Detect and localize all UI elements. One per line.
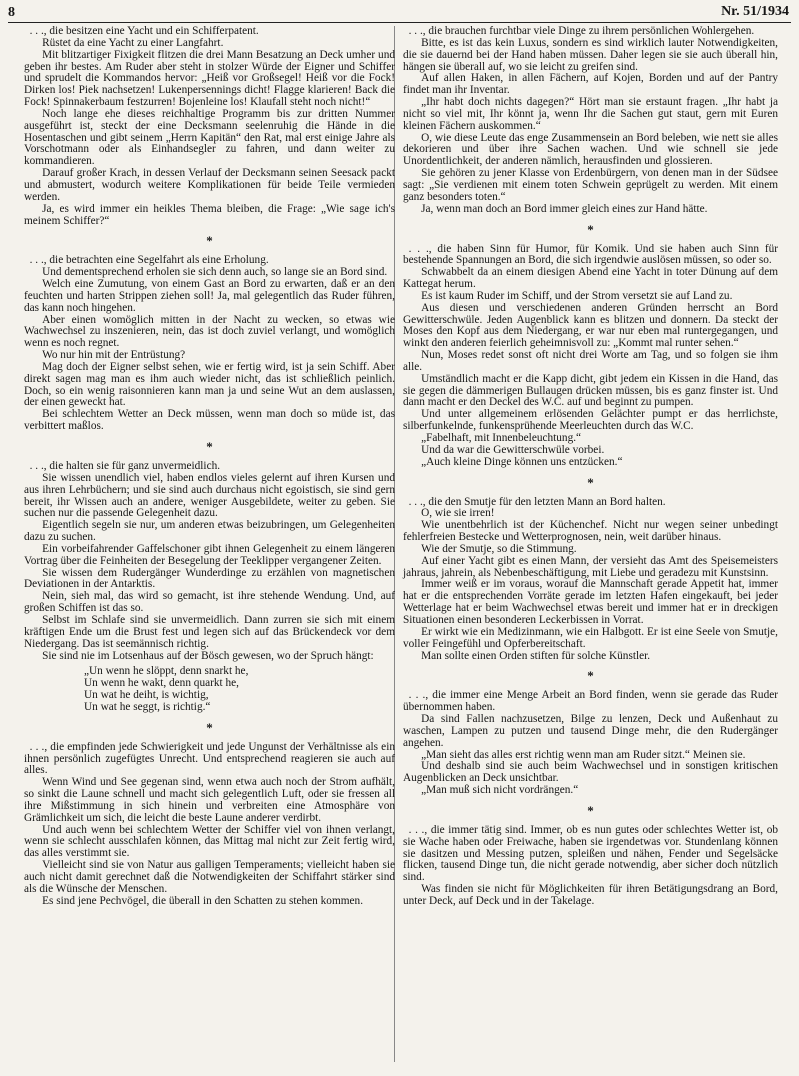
paragraph: Was finden sie nicht für Möglichkeiten für ihren Betätigungsdrang an Bord, unter Deck, auf Deck und in der Takelage.	[403, 883, 778, 907]
paragraph: Wie der Smutje, so die Stimmung.	[421, 542, 577, 555]
paragraph: Rüstet da eine Yacht zu einer Langfahrt.	[42, 36, 224, 49]
paragraph: Vielleicht sind sie von Natur aus galligen Temperaments; vielleicht haben sie auch nicht damit gerechnet daß die Notwendigkeiten der Schiffahrt stärker sind als die Wünsche der Menschen.	[24, 859, 395, 895]
paragraph: Wo nur hin mit der Entrüstung?	[42, 349, 186, 362]
article-section	[24, 461, 395, 714]
paragraph: „Ihr habt doch nichts dagegen?“ Hört man sie erstaunt fragen. „Ihr habt ja nicht so viel mit, Ihr könnt ja, wenn Ihr die Sachen gut staut, gern mit Euren kleinen Fächern auskommen.“	[403, 96, 778, 132]
paragraph: Nein, sieh mal, das wird so gemacht, ist ihre stehende Wendung. Und, auf großen Schiffen ist das so.	[24, 590, 395, 615]
paragraph: Aus diesen und verschiedenen anderen Gründen herrscht an Bord Gewitterschwüle. Jeden Augenblick kann es blitzen und donnern. Da steckt der Moses den Kopf aus dem Niedergang, er war nur eben mal runtergegangen, und winkt den anderen feierlich geheimnisvoll zu: „Kommt mal runter sehen.“	[403, 301, 778, 350]
paragraph: Welch eine Zumutung, von einem Gast an Bord zu erwarten, daß er an den feuchten und harten Strippen ziehen soll! Ja, mal gelegentlich das Ruder führen, das kann noch hingehen.	[24, 278, 395, 314]
section-separator: *	[587, 221, 594, 237]
paragraph: Und da war die Gewitterschwüle vorbei.	[421, 443, 605, 456]
paragraph: Mag doch der Eigner selbst sehen, wie er fertig wird, ist ja sein Schiff. Aber direkt sagen mag man es ihm auch wieder nicht, das ist schließlich peinlich. Doch, so ein wenig raisonnieren kann man ja und seine Wut an dem auslassen, der einen geweckt hat.	[24, 360, 395, 409]
paragraph: Mit blitzartiger Fixigkeit flitzen die drei Mann Besatzung an Deck umher und geben ihr bestes. Am Ruder aber steht in stolzer Würde der Eigner und Schiffer und sprudelt die Kommandos hervor: „Heiß vor Großsegel! Heiß vor die Fock! Dirken los! Piek nachsetzen! Lukenpersennings dicht! Flagge klarieren! Back die Fock! Spinnakerbaum festzurren! Bojenleine los! Klaufall steht noch nicht!“	[24, 48, 395, 109]
article-section	[403, 244, 778, 469]
verse-line: „Un wenn he slöppt, denn snarkt he,	[84, 665, 249, 678]
section-lead: . . ., die halten sie für ganz unvermeidlich.	[29, 460, 221, 472]
paragraph: Immer weiß er im voraus, worauf die Mannschaft gerade Appetit hat, immer hat er die entsprechenden Vorräte gerade im letzten Hafen eingekauft, bei jeder Wetterlage hat er beim Wachwechsel etwas bereit und immer hat er in dreckigen Situationen einen besonderen Leckerbissen in Vorrat.	[403, 578, 778, 626]
section-lead: . . ., die den Smutje für den letzten Mann an Bord halten.	[408, 495, 666, 508]
page-number: 8	[8, 5, 15, 20]
section-lead: . . ., die besitzen eine Yacht und ein Schifferpatent.	[29, 25, 259, 37]
paragraph: Ja, es wird immer ein heikles Thema bleiben, die Frage: „Wie sage ich's meinem Schiffer?“	[24, 202, 395, 227]
paragraph: Es sind jene Pechvögel, die überall in den Schatten zu stehen kommen.	[42, 894, 364, 907]
section-lead: . . ., die brauchen furchtbar viele Dinge zu ihrem persönlichen Wohlergehen.	[408, 25, 755, 37]
paragraph: Man sollte einen Orden stiften für solche Künstler.	[421, 649, 651, 662]
paragraph: Sie wissen unendlich viel, haben endlos vieles gelernt auf ihren Kursen und aus ihren Lehrbüchern; und sie sind auch durchaus nicht egoistisch, sie sind gern bereit, ihr Wissen auch an andere, weniger Ausgebildete, weiter zu geben. Sie suchen nur die passende Gelegenheit dazu.	[24, 471, 395, 520]
section-lead: . . ., die empfinden jede Schwierigkeit und jede Ungunst der Verhältnisse als ein ihnen persönlich zugefügtes Unrecht. Und entsprechend reagieren sie auch auf alles.	[24, 740, 395, 777]
section-separator: *	[587, 802, 594, 818]
paragraph: Ein vorbeifahrender Gaffelschoner gibt ihnen Gelegenheit zu einem längeren Vortrag über die Feinheiten der Besegelung der Teeklipper vergangener Zeiten.	[24, 542, 395, 567]
article-section	[24, 255, 395, 433]
paragraph: Sie gehören zu jener Klasse von Erdenbürgern, von denen man in der Südsee sagt: „Sie verdienen mit einem toten Schwein geprügelt zu werden. Mit einem ganz besonders toten.“	[403, 167, 778, 203]
paragraph: Wie unentbehrlich ist der Küchenchef. Nicht nur wegen seiner unbedingt fehlerfreien Bestecke und Wetterprognosen, nein, weit darüber hinaus.	[403, 519, 778, 544]
right-column	[403, 26, 778, 908]
verse-block	[84, 666, 395, 713]
paragraph: Bei schlechtem Wetter an Deck müssen, wenn man doch so müde ist, das verbittert maßlos.	[24, 408, 395, 433]
section-separator: *	[206, 719, 213, 735]
paragraph: Sie wissen dem Rudergänger Wunderdinge zu erzählen von magnetischen Deviationen in der Antarktis.	[24, 566, 395, 591]
paragraph: „Man muß sich nicht vordrängen.“	[421, 784, 579, 797]
section-separator: *	[587, 474, 594, 490]
article-section	[403, 26, 778, 216]
paragraph: „Fabelhaft, mit Innenbeleuchtung.“	[421, 432, 582, 444]
article-section	[24, 742, 395, 908]
paragraph: O, wie diese Leute das enge Zusammensein an Bord beleben, wie nett sie alles dekorieren und über ihre Sachen wachen. Und wie schnell sie jede Unordentlichkeit, der anderen nämlich, herausfinden und glossieren.	[403, 131, 778, 168]
article-section	[24, 26, 395, 227]
paragraph: Wenn Wind und See gegenan sind, wenn etwa auch noch der Strom aufhält, so sinkt die Laune schnell und macht sich gelegentlich Luft, oder sie fressen all ihre Mißstimmung in sich hinein und verbreiten eine Atmosphäre von Grämlichkeit um sich, die leicht die beste Laune anderer verdirbt.	[24, 776, 395, 824]
paragraph: „Auch kleine Dinge können uns entzücken.“	[421, 455, 623, 468]
verse-line: Un wat he deiht, is wichtig,	[84, 689, 209, 702]
paragraph: „Man sieht das alles erst richtig wenn man am Ruder sitzt.“ Meinen sie.	[421, 748, 746, 761]
issue-number: Nr. 51/1934	[721, 4, 789, 19]
section-separator: *	[206, 439, 213, 454]
paragraph: Bitte, es ist das kein Luxus, sondern es sind wirklich lauter Notwendigkeiten, die sie dauernd bei der Hand haben müssen. Daher legen sie sie auch überall hin, hängen sie überall auf, wo sie leicht zu greifen sind.	[403, 36, 778, 73]
paragraph: Und dementsprechend erholen sie sich denn auch, so lange sie an Bord sind.	[42, 266, 388, 279]
paragraph: Darauf großer Krach, in dessen Verlauf der Decksmann seinen Seesack packt und abmustert, wodurch weitere Komplikationen für beide Teile vermieden werden.	[24, 167, 395, 203]
paragraph: Eigentlich segeln sie nur, um anderen etwas beizubringen, um Gelegenheiten dazu zu suchen.	[24, 519, 395, 544]
paragraph: Und auch wenn bei schlechtem Wetter der Schiffer viel von ihnen verlangt, wenn sie schlecht ausschlafen können, das Mittag mal nicht zur Zeit fertig wird, das alles verstimmt sie.	[24, 823, 395, 860]
paragraph: Selbst im Schlafe sind sie unvermeidlich. Dann zurren sie sich mit einem kräftigen Ende um die Brust fest und legen sich auf das Brückendeck vor dem Niedergang. Das ist seemännisch richtig.	[24, 613, 395, 650]
paragraph: Noch lange ehe dieses reichhaltige Programm bis zur dritten Nummer ausgeführt ist, steckt der eine Decksmann seelenruhig die Hände in die Hosentaschen und gibt seinem „Herrn Kapitän“ den Rat, mal erst einige Jahre als Vorschotmann oder als Einhandsegler zu fahren, und dann weiter zu kommandieren.	[24, 107, 395, 168]
paragraph: Umständlich macht er die Kapp dicht, gibt jedem ein Kissen in die Hand, das sie gegen die dämmerigen Bullaugen drücken müssen, bis es ganz finster ist. Und dann macht er den Deckel des W.C. auf und beginnt zu pumpen.	[403, 372, 778, 409]
paragraph: Er wirkt wie ein Medizinmann, wie ein Halbgott. Er ist eine Seele von Smutje, voller Feingefühl und Opferbereitschaft.	[403, 625, 778, 650]
verse-line: Un wenn he wakt, denn quarkt he,	[84, 677, 239, 690]
paragraph: Und deshalb sind sie auch beim Wachwechsel und in sonstigen kritischen Augenblicken an Deck unsichtbar.	[403, 760, 778, 785]
header-rule	[8, 22, 791, 23]
paragraph: Ja, wenn man doch an Bord immer gleich eines zur Hand hätte.	[421, 202, 708, 215]
article-section	[403, 690, 778, 797]
paragraph: Sie sind nie im Lotsenhaus auf der Bösch gewesen, wo der Spruch hängt:	[42, 649, 374, 662]
paragraph: Auf allen Haken, in allen Fächern, auf Kojen, Borden und auf der Pantry findet man ihr Inventar.	[403, 72, 778, 97]
section-lead: . . ., die immer tätig sind. Immer, ob es nun gutes oder schlechtes Wetter ist, ob sie Wache haben oder Freiwache, haben sie irgendetwas vor. Stundenlang können sie dasitzen und Messing putzen, spleißen und nähen, Fender und Segelsäcke flicken, tausend Dinge tun, die nicht gerade notwendig, aber sicher doch nützlich sind.	[403, 823, 778, 884]
paragraph: Da sind Fallen nachzusetzen, Bilge zu lenzen, Deck und Außenhaut zu waschen, Lampen zu putzen und tausend Dinge mehr, die den Rudergänger angehen.	[403, 713, 778, 749]
left-column	[24, 26, 395, 908]
paragraph: Schwabbelt da an einem diesigen Abend eine Yacht in toter Dünung auf dem Kattegat herum.	[403, 266, 778, 291]
paragraph: Und unter allgemeinem erlösenden Gelächter pumpt er das herrlichste, silberfunkelnde, funkensprühende Meerleuchten durch das W.C.	[403, 408, 778, 433]
article-section	[403, 825, 778, 908]
section-lead: . . ., die immer eine Menge Arbeit an Bord finden, wenn sie gerade das Ruder übernommen haben.	[403, 689, 778, 714]
section-separator: *	[206, 233, 213, 249]
paragraph: Nun, Moses redet sonst oft nicht drei Worte am Tag, und so folgen sie ihm alle.	[403, 349, 778, 373]
paragraph: Auf einer Yacht gibt es einen Mann, der versieht das Amt des Speisemeisters jahraus, jahrein, als Nebenbeschäftigung, mit Liebe und geradezu mit Kunstsinn.	[403, 554, 778, 579]
section-separator: *	[587, 668, 594, 684]
verse-line: Un wat he seggt, is richtig.“	[84, 700, 211, 713]
section-lead: . . ., die betrachten eine Segelfahrt als eine Erholung.	[29, 254, 269, 267]
article-section	[403, 497, 778, 663]
paragraph: Aber einen womöglich mitten in der Nacht zu wecken, so etwas wie Wachwechsel zu inszenieren, nein, das ist doch zuviel verlangt, und womöglich wenn es noch regnet.	[24, 313, 395, 350]
section-lead: . . ., die haben Sinn für Humor, für Komik. Und sie haben auch Sinn für bestehende Spannungen an Bord, die sich irgendwie auslösen müssen, so oder so.	[403, 242, 778, 267]
paragraph: O, wie sie irren!	[421, 507, 495, 520]
paragraph: Es ist kaum Ruder im Schiff, und der Strom versetzt sie auf Land zu.	[421, 289, 733, 302]
